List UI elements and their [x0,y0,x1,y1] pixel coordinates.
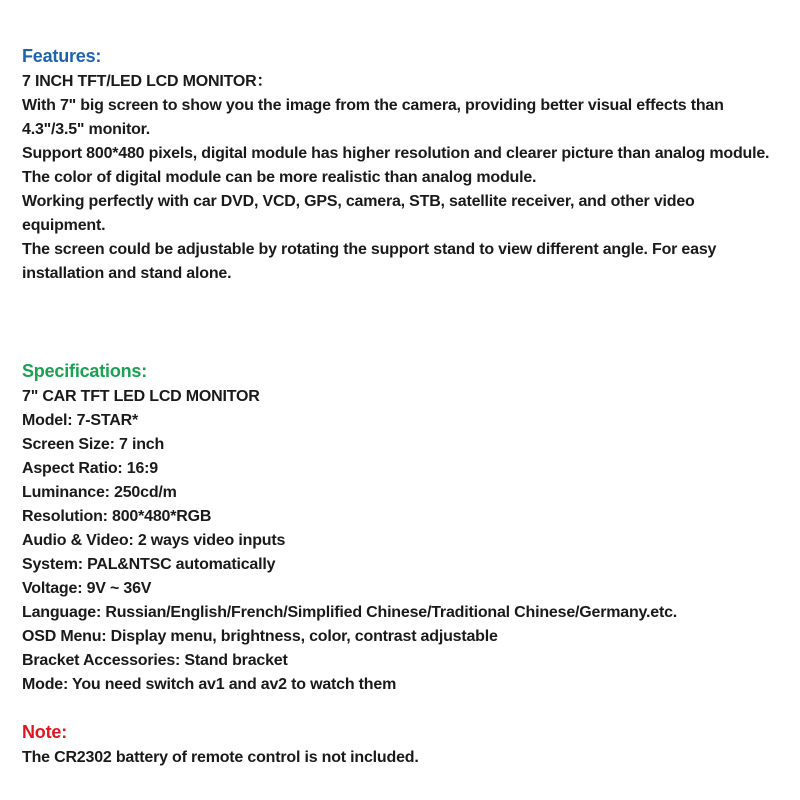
feature-line: 7 INCH TFT/LED LCD MONITOR： [22,73,273,90]
spec-line: Language: Russian/English/French/Simplified Chinese/Traditional Chinese/Germany.etc. [22,604,678,621]
feature-line: Support 800*480 pixels, digital module has higher resolution and clearer picture than analog module. The color of digital module can be more realistic than analog module. [22,145,770,186]
spec-line: 7" CAR TFT LED LCD MONITOR [22,388,260,405]
spec-line: Mode: You need switch av1 and av2 to watch them [22,676,397,693]
note-text: The CR2302 battery of remote control is not included. [22,749,419,766]
spec-line: Audio & Video: 2 ways video inputs [22,532,286,549]
spec-line: Aspect Ratio: 16:9 [22,460,158,477]
note-heading: Note: [22,722,67,742]
feature-line: Working perfectly with car DVD, VCD, GPS, camera, STB, satellite receiver, and other video equipment. [22,193,695,234]
spec-line: Voltage: 9V ~ 36V [22,580,152,597]
spec-line: Resolution: 800*480*RGB [22,508,212,525]
specifications-heading: Specifications: [22,361,148,381]
features-section [22,42,782,286]
spec-line: Luminance: 250cd/m [22,484,177,501]
feature-line: With 7" big screen to show you the image from the camera, providing better visual effects than 4.3"/3.5" monitor. [22,97,724,138]
spec-line: System: PAL&NTSC automatically [22,556,276,573]
spec-line: Model: 7-STAR* [22,412,139,429]
feature-line: The screen could be adjustable by rotating the support stand to view different angle. For easy installation and stand alone. [22,241,717,282]
spec-line: Screen Size: 7 inch [22,436,165,453]
specifications-section [22,357,782,697]
spec-line: OSD Menu: Display menu, brightness, color, contrast adjustable [22,628,498,645]
spec-line: Bracket Accessories: Stand bracket [22,652,288,669]
note-section [22,718,782,770]
features-heading: Features: [22,46,102,66]
